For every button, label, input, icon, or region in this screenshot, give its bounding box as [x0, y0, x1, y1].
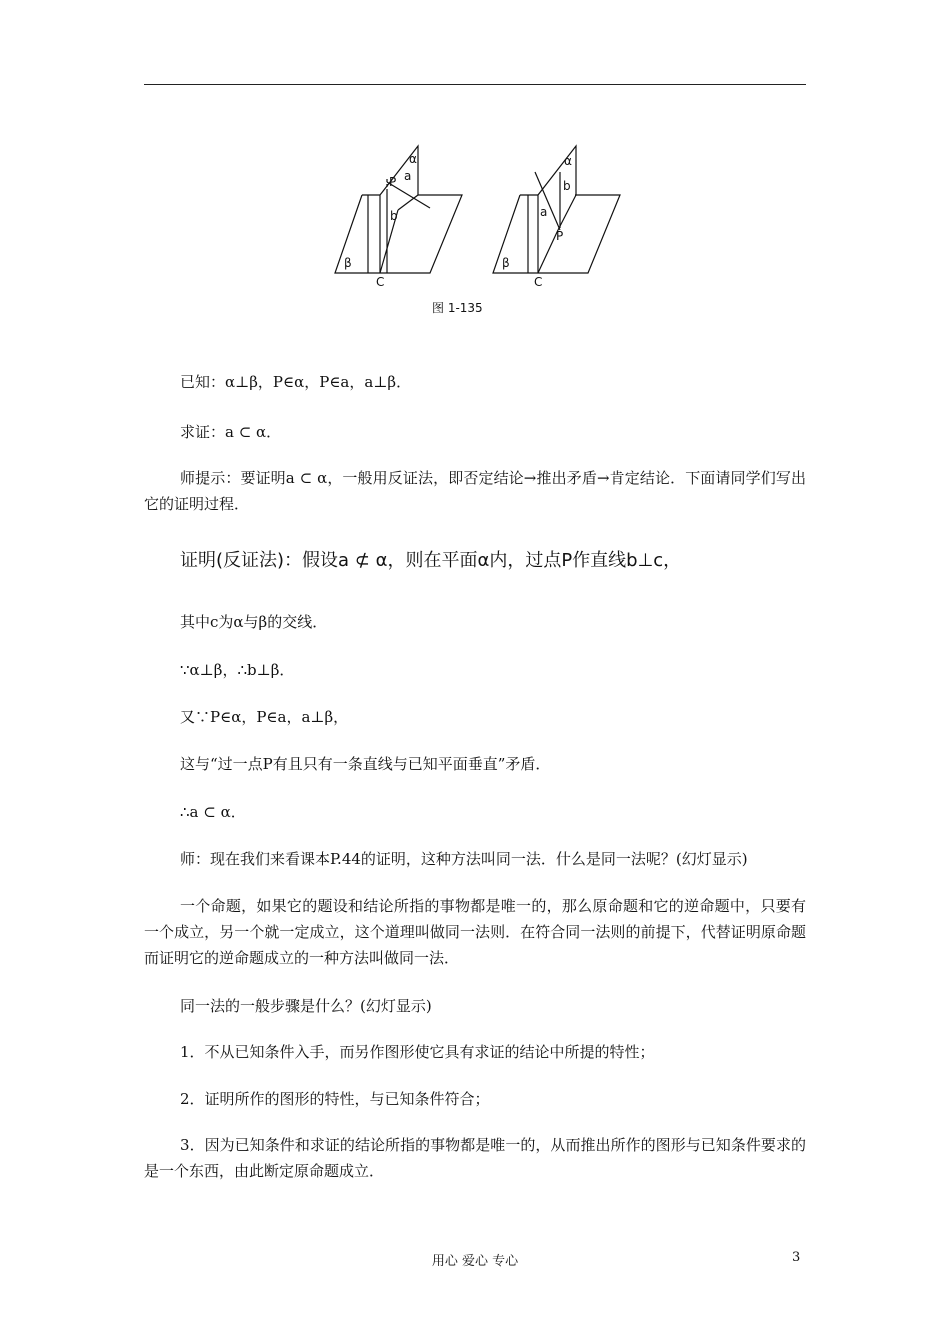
- step-1: 1．不从已知条件入手，而另作图形使它具有求证的结论中所提的特性；: [180, 1043, 655, 1061]
- footer-motto: 用心 爱心 专心: [431, 1254, 519, 1269]
- figure-1-135: [320, 130, 640, 330]
- given-statement: 已知：α⊥β，P∈α，P∈a，a⊥β．: [180, 373, 412, 391]
- page-number: 3: [792, 1250, 801, 1265]
- left-label-beta: β: [344, 256, 352, 270]
- proof-start: 证明(反证法)：假设a ⊄ α，则在平面α内，过点P作直线b⊥c，: [180, 550, 682, 571]
- left-label-b: b: [390, 209, 398, 223]
- proof-also: 又∵P∈α，P∈a，a⊥β，: [180, 708, 349, 726]
- proof-contradiction: 这与“过一点P有且只有一条直线与已知平面垂直”矛盾．: [180, 755, 551, 773]
- definition-paragraph: 一个命题，如果它的题设和结论所指的事物都是唯一的，那么原命题和它的逆命题中，只要有一个成立，另一个就一定成立，这个道理叫做同一法则．在符合同一法则的前提下，代替证明原命题而证明它的逆命题成立的一种方法叫做同一法．: [144, 897, 806, 967]
- right-label-beta: β: [502, 256, 510, 270]
- step-2: 2．证明所作的图形的特性，与已知条件符合；: [180, 1090, 490, 1108]
- proof-where: 其中c为α与β的交线．: [180, 613, 328, 631]
- prove-statement: 求证：a ⊂ α．: [180, 423, 282, 441]
- steps-question: 同一法的一般步骤是什么？(幻灯显示): [180, 997, 432, 1015]
- right-diagram: [493, 146, 620, 273]
- left-label-a: a: [404, 169, 412, 183]
- teacher-question: 师：现在我们来看课本P.44的证明，这种方法叫同一法．什么是同一法呢？(幻灯显示): [180, 850, 748, 868]
- proof-conclusion: ∴a ⊂ α．: [180, 803, 246, 821]
- left-label-alpha: α: [409, 152, 417, 166]
- right-label-b: b: [563, 179, 571, 193]
- figure-caption: 图 1-135: [432, 301, 483, 315]
- right-label-a: a: [540, 205, 548, 219]
- left-label-C: C: [376, 275, 385, 289]
- perpendicular-planes-diagram: [320, 130, 640, 330]
- teacher-hint: 师提示：要证明a ⊂ α，一般用反证法，即否定结论→推出矛盾→肯定结论．下面请同学们写出它的证明过程．: [144, 469, 806, 513]
- right-label-C: C: [534, 275, 543, 289]
- proof-because: ∵α⊥β，∴b⊥β．: [180, 661, 295, 679]
- step-3: 3．因为已知条件和求证的结论所指的事物都是唯一的，从而推出所作的图形与已知条件要求的是一个东西，由此断定原命题成立．: [144, 1136, 806, 1180]
- left-diagram: [335, 146, 462, 273]
- right-label-alpha: α: [564, 154, 572, 168]
- right-label-P: P: [556, 229, 564, 243]
- header-rule: [144, 84, 806, 85]
- left-label-P: P: [389, 175, 397, 189]
